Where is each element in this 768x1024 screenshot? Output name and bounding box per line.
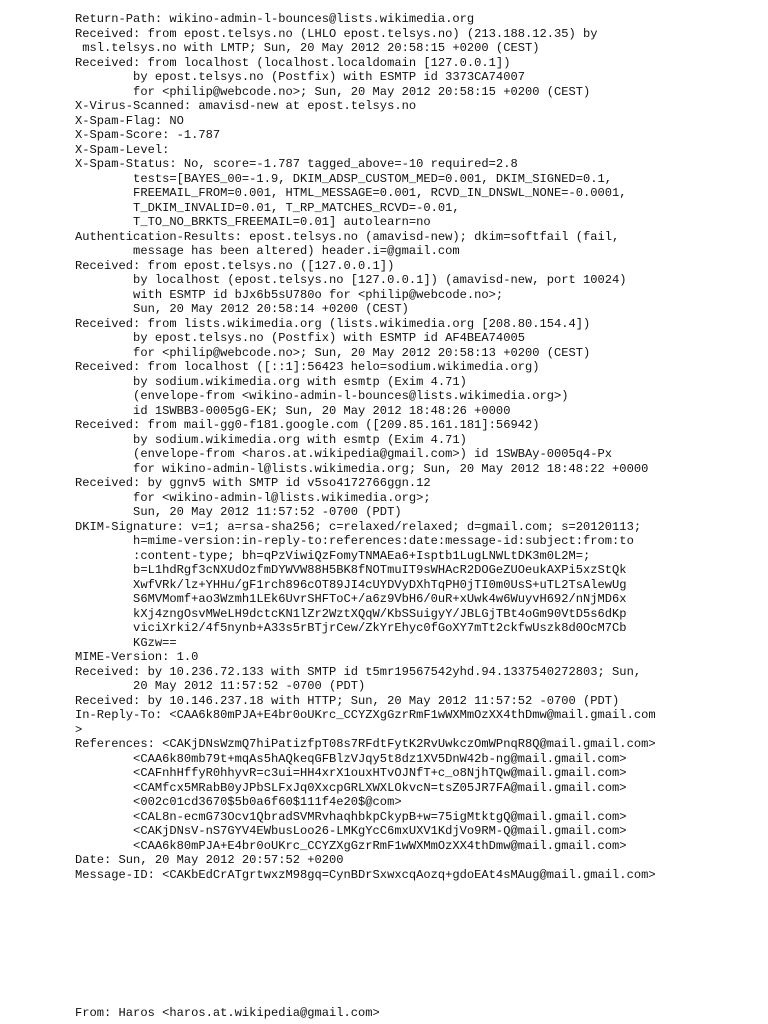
header-line: by epost.telsys.no (Postfix) with ESMTP id AF4BEA74005 — [75, 331, 525, 345]
header-line: T_TO_NO_BRKTS_FREEMAIL=0.01] autolearn=no — [75, 215, 431, 229]
header-line: Received: from localhost ([::1]:56423 helo=sodium.wikimedia.org) — [75, 360, 540, 374]
header-line: (envelope-from <wikino-admin-l-bounces@lists.wikimedia.org>) — [75, 389, 569, 403]
header-line: (envelope-from <haros.at.wikipedia@gmail.com>) id 1SWBAy-0005q4-Px — [75, 447, 613, 461]
header-line: <CAL8n-ecmG73Ocv1QbradSVMRvhaqhbkpCkypB+w=75igMtktgQ@mail.gmail.com> — [75, 809, 627, 824]
header-line: <CAA6k80mPJA+E4br0oUKrc_CCYZXgGzrRmF1wWXMmOzXX4thDmw@mail.gmail.com> — [75, 838, 627, 853]
header-line: X-Spam-Flag: NO — [75, 113, 184, 128]
header-line: References: <CAKjDNsWzmQ7hiPatizfpT08s7RFdtFytK2RvUwkczOmWPnqR8Q@mail.gmail.com> — [75, 737, 656, 751]
header-line: Return-Path: wikino-admin-l-bounces@lists.wikimedia.org — [75, 12, 475, 26]
header-line: for <wikino-admin-l@lists.wikimedia.org>; — [75, 490, 431, 505]
header-line: X-Spam-Score: -1.787 — [75, 128, 221, 142]
header-line: FREEMAIL_FROM=0.001, HTML_MESSAGE=0.001, RCVD_IN_DNSWL_NONE=-0.0001, — [75, 186, 627, 200]
header-line: <CAFnhHffyR0hhyvR=c3ui=HH4xrX1ouxHTvOJNfT+c_o8NjhTQw@mail.gmail.com> — [75, 766, 627, 780]
header-line: for <philip@webcode.no>; Sun, 20 May 2012 20:58:13 +0200 (CEST) — [75, 345, 591, 360]
header-line: by localhost (epost.telsys.no [127.0.0.1]) (amavisd-new, port 10024) — [75, 273, 627, 287]
header-line: 20 May 2012 11:57:52 -0700 (PDT) — [75, 679, 366, 693]
header-line: XwfVRk/lz+YHHu/gF1rch896cOT89JI4cUYDVyDXhTqPH0jTI0m0UsS+uTL2TsAlewUg — [75, 577, 627, 592]
header-line: Received: from mail-gg0-f181.google.com ([209.85.161.181]:56942) — [75, 418, 540, 432]
header-line: for <philip@webcode.no>; Sun, 20 May 2012 20:58:15 +0200 (CEST) — [75, 84, 591, 99]
header-line: viciXrki2/4f5nynb+A33s5rBTjrCew/ZkYrEhyc0fGoXY7mTt2ckfwUszk8d0OcM7Cb — [75, 621, 627, 635]
header-line: <002c01cd3670$5b0a6f60$111f4e20$@com> — [75, 795, 402, 809]
header-line: :content-type; bh=qPzViwiQzFomyTNMAEa6+Isptb1LugLNWLtDK3m0L2M=; — [75, 548, 591, 563]
header-line: Authentication-Results: epost.telsys.no (amavisd-new); dkim=softfail (fail, — [75, 229, 620, 244]
header-line: X-Spam-Level: — [75, 142, 170, 157]
header-line: > — [75, 722, 83, 737]
header-line: Date: Sun, 20 May 2012 20:57:52 +0200 — [75, 853, 344, 867]
header-line: T_DKIM_INVALID=0.01, T_RP_MATCHES_RCVD=-0.01, — [75, 200, 460, 215]
email-headers — [75, 12, 765, 882]
header-line: <CAA6k80mb79t+mqAs5hAQkeqGFBlzVJqy5t8dz1XV5DnW42b-ng@mail.gmail.com> — [75, 751, 627, 766]
header-line: <CAKjDNsV-nS7GYV4EWbusLoo26-LMKgYcC6mxUXV1KdjVo9RM-Q@mail.gmail.com> — [75, 824, 627, 838]
header-line: X-Virus-Scanned: amavisd-new at epost.telsys.no — [75, 99, 417, 113]
header-line: MIME-Version: 1.0 — [75, 650, 199, 664]
header-line: kXj4zngOsvMWeLH9dctcKN1lZr2WztXQqW/KbSSuigyY/JBLGjTBt4oGm90VtD5s6dKp — [75, 606, 627, 621]
header-line: by sodium.wikimedia.org with esmtp (Exim 4.71) — [75, 374, 467, 389]
header-line: S6MVMomf+ao3Wzmh1LEk6UvrSHFToC+/a6z9VbH6/0uR+xUwk4w6WuyvH692/nNjMD6x — [75, 592, 627, 606]
header-line: for wikino-admin-l@lists.wikimedia.org; Sun, 20 May 2012 18:48:22 +0000 — [75, 461, 649, 476]
header-line: KGzw== — [75, 635, 177, 650]
header-line: with ESMTP id bJx6b5sU780o for <philip@webcode.no>; — [75, 287, 504, 302]
header-line: Received: from localhost (localhost.localdomain [127.0.0.1]) — [75, 55, 511, 70]
from-header-line: From: Haros <haros.at.wikipedia@gmail.com> — [75, 1006, 380, 1020]
header-line: Sun, 20 May 2012 11:57:52 -0700 (PDT) — [75, 505, 402, 519]
header-line: msl.telsys.no with LMTP; Sun, 20 May 2012 20:58:15 +0200 (CEST) — [75, 41, 540, 55]
header-line: Received: from lists.wikimedia.org (lists.wikimedia.org [208.80.154.4]) — [75, 316, 591, 331]
header-line: Message-ID: <CAKbEdCrATgrtwxzM98gq=CynBDrSxwxcqAozq+gdoEAt4sMAug@mail.gmail.com> — [75, 867, 656, 882]
header-line: Received: by 10.236.72.133 with SMTP id t5mr19567542yhd.94.1337540272803; Sun, — [75, 664, 642, 679]
header-line: Received: by ggnv5 with SMTP id v5so4172766ggn.12 — [75, 476, 431, 490]
header-line: <CAMfcx5MRabB0yJPbSLFxJq0XxcpGRLXWXLOkvcN=tsZ05JR7FA@mail.gmail.com> — [75, 780, 627, 795]
header-line: tests=[BAYES_00=-1.9, DKIM_ADSP_CUSTOM_MED=0.001, DKIM_SIGNED=0.1, — [75, 171, 613, 186]
header-line: Received: from epost.telsys.no ([127.0.0.1]) — [75, 258, 395, 273]
header-line: by sodium.wikimedia.org with esmtp (Exim 4.71) — [75, 432, 467, 447]
header-line: Received: by 10.146.237.18 with HTTP; Sun, 20 May 2012 11:57:52 -0700 (PDT) — [75, 693, 620, 708]
header-line: X-Spam-Status: No, score=-1.787 tagged_above=-10 required=2.8 — [75, 157, 518, 171]
header-line: DKIM-Signature: v=1; a=rsa-sha256; c=relaxed/relaxed; d=gmail.com; s=20120113; — [75, 519, 642, 534]
header-line: In-Reply-To: <CAA6k80mPJA+E4br0oUKrc_CCYZXgGzrRmF1wWXMmOzXX4thDmw@mail.gmail.com — [75, 708, 656, 722]
header-line: Received: from epost.telsys.no (LHLO epost.telsys.no) (213.188.12.35) by — [75, 26, 598, 41]
header-line: by epost.telsys.no (Postfix) with ESMTP id 3373CA74007 — [75, 70, 525, 84]
header-line: h=mime-version:in-reply-to:references:date:message-id:subject:from:to — [75, 534, 634, 548]
header-line: message has been altered) header.i=@gmail.com — [75, 244, 460, 258]
header-line: Sun, 20 May 2012 20:58:14 +0200 (CEST) — [75, 302, 409, 316]
header-line: id 1SWBB3-0005gG-EK; Sun, 20 May 2012 18:48:26 +0000 — [75, 403, 511, 418]
header-line: b=L1hdRgf3cNXUdOzfmDYWVW88H5BK8fNOTmuIT9sWHAcR2DOGeZUOeukAXPi5xzStQk — [75, 563, 627, 577]
